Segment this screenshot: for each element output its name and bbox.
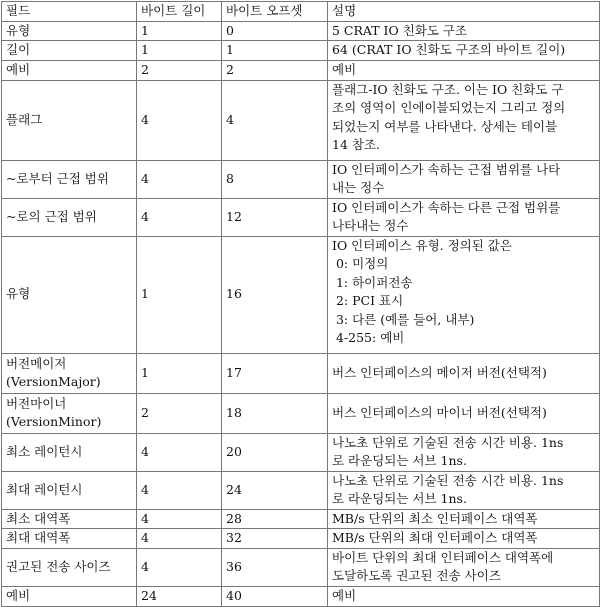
field-cell (2, 60, 137, 80)
description-line: 5 CRAT IO 친화도 구조 (332, 22, 595, 41)
description-line: 되었는지 여부를 나타낸다. 상세는 테이블 (332, 118, 595, 137)
length-cell: 4 (137, 80, 222, 160)
field-line: (VersionMinor) (6, 413, 132, 432)
table-row (2, 529, 600, 549)
field-cell (2, 353, 137, 393)
table-row (2, 60, 600, 80)
description-line: 예비 (332, 587, 595, 606)
offset-cell: 20 (222, 433, 328, 471)
header-offset: 바이트 오프셋 (222, 2, 328, 22)
description-cell (328, 41, 600, 61)
table-row (2, 160, 600, 198)
field-line: 플래그 (6, 111, 132, 130)
length-cell: 4 (137, 198, 222, 236)
description-line: MB/s 단위의 최대 인터페이스 대역폭 (332, 529, 595, 548)
table-row (2, 393, 600, 433)
field-cell (2, 236, 137, 353)
table-row (2, 41, 600, 61)
description-cell (328, 433, 600, 471)
description-cell (328, 21, 600, 41)
offset-cell: 0 (222, 21, 328, 41)
offset-cell: 16 (222, 236, 328, 353)
offset-cell: 17 (222, 353, 328, 393)
description-cell (328, 236, 600, 353)
field-line: 유형 (6, 22, 132, 41)
length-cell: 4 (137, 509, 222, 529)
table-row (2, 353, 600, 393)
field-cell (2, 198, 137, 236)
field-cell (2, 41, 137, 61)
offset-cell: 32 (222, 529, 328, 549)
table-row (2, 80, 600, 160)
description-cell (328, 60, 600, 80)
description-line: 로 라운딩되는 서브 1ns. (332, 490, 595, 509)
description-line: 0: 미정의 (332, 255, 595, 274)
description-line: IO 인터페이스가 속하는 근접 범위를 나타 (332, 161, 595, 180)
field-cell (2, 160, 137, 198)
description-line: 플래그-IO 친화도 구조. 이는 IO 친화도 구 (332, 81, 595, 100)
description-cell (328, 160, 600, 198)
description-line: MB/s 단위의 최소 인터페이스 대역폭 (332, 510, 595, 529)
header-row (2, 2, 600, 22)
description-cell (328, 471, 600, 509)
description-cell (328, 353, 600, 393)
field-cell (2, 509, 137, 529)
length-cell: 2 (137, 393, 222, 433)
field-line: 버전메이저 (6, 355, 132, 374)
field-line: ~로의 근접 범위 (6, 208, 132, 227)
offset-cell: 40 (222, 586, 328, 606)
field-line: 길이 (6, 41, 132, 60)
offset-cell: 28 (222, 509, 328, 529)
field-cell (2, 586, 137, 606)
header-length: 바이트 길이 (137, 2, 222, 22)
field-line: 최소 레이턴시 (6, 443, 132, 462)
description-line: IO 인터페이스 유형. 정의된 값은 (332, 237, 595, 256)
field-cell (2, 548, 137, 586)
offset-cell: 36 (222, 548, 328, 586)
offset-cell: 12 (222, 198, 328, 236)
field-line: 권고된 전송 사이즈 (6, 558, 132, 577)
table-row (2, 509, 600, 529)
offset-cell: 18 (222, 393, 328, 433)
field-line: 버전마이너 (6, 395, 132, 414)
field-cell (2, 393, 137, 433)
description-cell (328, 198, 600, 236)
description-line: 바이트 단위의 최대 인터페이스 대역폭에 (332, 549, 595, 568)
description-line: 내는 정수 (332, 179, 595, 198)
description-cell (328, 586, 600, 606)
description-line: 로 라운딩되는 서브 1ns. (332, 452, 595, 471)
description-line: IO 인터페이스가 속하는 다른 근접 범위를 (332, 199, 595, 218)
table-row (2, 198, 600, 236)
crat-io-affinity-table (1, 1, 600, 607)
description-line: 64 (CRAT IO 친화도 구조의 바이트 길이) (332, 41, 595, 60)
description-cell (328, 548, 600, 586)
description-line: 예비 (332, 61, 595, 80)
description-cell (328, 393, 600, 433)
table-row (2, 433, 600, 471)
field-line: 예비 (6, 61, 132, 80)
length-cell: 4 (137, 433, 222, 471)
field-line: ~로부터 근접 범위 (6, 170, 132, 189)
field-cell (2, 21, 137, 41)
offset-cell: 8 (222, 160, 328, 198)
length-cell: 24 (137, 586, 222, 606)
description-line: 버스 인터페이스의 마이너 버전(선택적) (332, 404, 595, 423)
length-cell: 1 (137, 353, 222, 393)
description-line: 나타내는 정수 (332, 217, 595, 236)
length-cell: 2 (137, 60, 222, 80)
length-cell: 1 (137, 236, 222, 353)
description-cell (328, 529, 600, 549)
field-cell (2, 433, 137, 471)
table-row (2, 548, 600, 586)
table-row (2, 21, 600, 41)
length-cell: 4 (137, 160, 222, 198)
table-row (2, 586, 600, 606)
description-line: 나노초 단위로 기술된 전송 시간 비용. 1ns (332, 434, 595, 453)
offset-cell: 24 (222, 471, 328, 509)
header-field: 필드 (2, 2, 137, 22)
length-cell: 1 (137, 21, 222, 41)
length-cell: 4 (137, 529, 222, 549)
description-line: 나노초 단위로 기술된 전송 시간 비용. 1ns (332, 472, 595, 491)
description-line: 4-255: 예비 (332, 329, 595, 348)
offset-cell: 4 (222, 80, 328, 160)
field-line: 예비 (6, 587, 132, 606)
offset-cell: 1 (222, 41, 328, 61)
field-line: 유형 (6, 285, 132, 304)
field-cell (2, 471, 137, 509)
table-row (2, 236, 600, 353)
length-cell: 4 (137, 471, 222, 509)
field-cell (2, 80, 137, 160)
field-line: 최소 대역폭 (6, 510, 132, 529)
field-line: 최대 레이턴시 (6, 481, 132, 500)
length-cell: 1 (137, 41, 222, 61)
header-description: 설명 (328, 2, 600, 22)
description-line: 조의 영역이 인에이블되었는지 그리고 정의 (332, 99, 595, 118)
field-line: (VersionMajor) (6, 373, 132, 392)
offset-cell: 2 (222, 60, 328, 80)
description-line: 2: PCI 표시 (332, 292, 595, 311)
description-line: 3: 다른 (예를 들어, 내부) (332, 311, 595, 330)
table-row (2, 471, 600, 509)
description-line: 버스 인터페이스의 메이저 버전(선택적) (332, 364, 595, 383)
field-cell (2, 529, 137, 549)
description-cell (328, 80, 600, 160)
field-line: 최대 대역폭 (6, 529, 132, 548)
description-line: 1: 하이퍼전송 (332, 274, 595, 293)
description-cell (328, 509, 600, 529)
description-line: 도달하도록 권고된 전송 사이즈 (332, 567, 595, 586)
description-line: 14 참조. (332, 136, 595, 155)
length-cell: 4 (137, 548, 222, 586)
